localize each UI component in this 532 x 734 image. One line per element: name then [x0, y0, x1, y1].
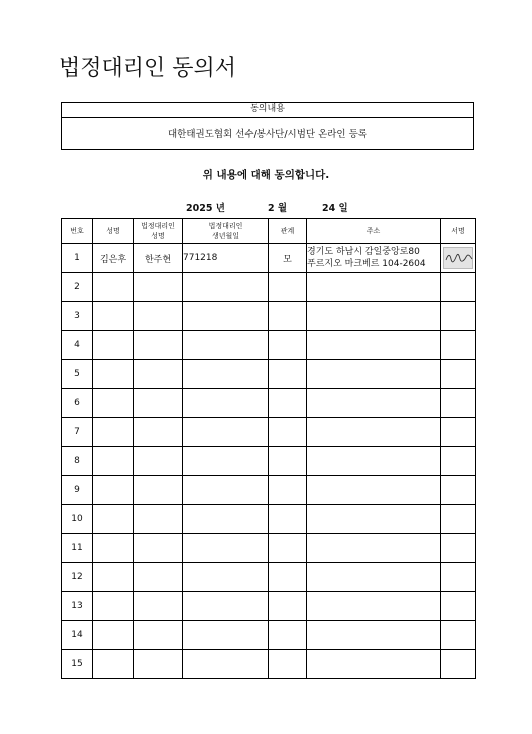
- relation-cell[interactable]: [269, 273, 307, 302]
- guardian-name-cell[interactable]: [134, 447, 183, 476]
- guardian-birthdate-cell[interactable]: 771218: [183, 244, 269, 273]
- guardian-birthdate-cell[interactable]: [183, 563, 269, 592]
- table-row: [62, 592, 476, 621]
- signature-cell[interactable]: [441, 302, 476, 331]
- guardian-name-cell[interactable]: [134, 505, 183, 534]
- table-row: [62, 621, 476, 650]
- relation-cell[interactable]: [269, 476, 307, 505]
- agreement-statement: 위 내용에 대해 동의합니다.: [202, 169, 330, 181]
- student-name-cell[interactable]: [93, 331, 134, 360]
- student-name-cell[interactable]: [93, 389, 134, 418]
- date-year: 2025 년: [186, 203, 225, 214]
- guardian-birthdate-cell[interactable]: [183, 389, 269, 418]
- guardian-name-cell[interactable]: [134, 621, 183, 650]
- row-number: 1: [62, 244, 93, 273]
- guardian-birthdate-cell[interactable]: [183, 360, 269, 389]
- row-number: 4: [62, 331, 93, 360]
- col-header-guardian-name-line1: 법정대리인: [141, 222, 175, 230]
- signature-cell[interactable]: [441, 389, 476, 418]
- col-header-name: 성명: [93, 219, 134, 244]
- guardian-birthdate-cell[interactable]: [183, 302, 269, 331]
- relation-cell[interactable]: [269, 534, 307, 563]
- guardian-birthdate-cell[interactable]: [183, 621, 269, 650]
- table-row: [62, 447, 476, 476]
- relation-cell[interactable]: [269, 621, 307, 650]
- student-name-cell[interactable]: [93, 505, 134, 534]
- guardian-name-cell[interactable]: [134, 563, 183, 592]
- col-header-guardian-name-line2: 성명: [151, 232, 165, 240]
- guardian-name-cell[interactable]: [134, 273, 183, 302]
- address-cell[interactable]: [307, 302, 441, 331]
- guardian-birthdate-cell[interactable]: [183, 592, 269, 621]
- table-row: [62, 331, 476, 360]
- consent-box: [61, 102, 474, 150]
- address-line2: 푸르지오 마크베르 104-2604: [307, 259, 426, 269]
- address-cell[interactable]: [307, 505, 441, 534]
- signature-cell[interactable]: [441, 360, 476, 389]
- guardian-birthdate-cell[interactable]: [183, 331, 269, 360]
- row-number: 7: [62, 418, 93, 447]
- signature-cell[interactable]: [441, 563, 476, 592]
- relation-cell[interactable]: [269, 563, 307, 592]
- row-number: 13: [62, 592, 93, 621]
- signature-scribble-icon: [445, 252, 473, 264]
- student-name-cell[interactable]: [93, 592, 134, 621]
- student-name-cell[interactable]: [93, 476, 134, 505]
- consent-content: 대한태권도협회 선수/봉사단/시범단 온라인 등록: [167, 129, 367, 140]
- row-number: 8: [62, 447, 93, 476]
- address-cell[interactable]: [307, 244, 441, 273]
- address-cell[interactable]: [307, 331, 441, 360]
- table-row: [62, 563, 476, 592]
- guardian-birthdate-cell[interactable]: [183, 505, 269, 534]
- relation-cell[interactable]: [269, 447, 307, 476]
- col-header-no: 번호: [62, 219, 93, 244]
- date-month: 2 월: [268, 203, 288, 214]
- table-row: [62, 273, 476, 302]
- relation-cell[interactable]: [269, 302, 307, 331]
- relation-cell[interactable]: [269, 389, 307, 418]
- table-row: [62, 360, 476, 389]
- guardian-name-cell[interactable]: [134, 418, 183, 447]
- signature-cell[interactable]: [441, 505, 476, 534]
- table-row: [62, 534, 476, 563]
- student-name-cell[interactable]: [93, 302, 134, 331]
- address-cell[interactable]: [307, 360, 441, 389]
- address-cell[interactable]: [307, 418, 441, 447]
- signature-cell[interactable]: [441, 621, 476, 650]
- table-row: [62, 418, 476, 447]
- student-name-cell[interactable]: 김은후: [93, 244, 134, 273]
- signature-cell[interactable]: [441, 331, 476, 360]
- consent-header: 동의내용: [62, 103, 473, 118]
- relation-cell[interactable]: [269, 360, 307, 389]
- signature-cell[interactable]: [441, 650, 476, 679]
- address-line1: 경기도 하남시 감일중앙로80: [307, 247, 420, 257]
- relation-cell[interactable]: [269, 331, 307, 360]
- student-name-cell[interactable]: [93, 418, 134, 447]
- table-row: [62, 505, 476, 534]
- guardian-name-cell[interactable]: 한주현: [134, 244, 183, 273]
- guardian-birthdate-cell[interactable]: [183, 418, 269, 447]
- row-number: 6: [62, 389, 93, 418]
- row-number: 11: [62, 534, 93, 563]
- address-cell[interactable]: [307, 650, 441, 679]
- row-number: 2: [62, 273, 93, 302]
- address-cell[interactable]: [307, 621, 441, 650]
- relation-cell[interactable]: [269, 592, 307, 621]
- guardian-name-cell[interactable]: [134, 360, 183, 389]
- col-header-relation: 관계: [269, 219, 307, 244]
- table-row: [62, 302, 476, 331]
- guardian-name-cell[interactable]: [134, 302, 183, 331]
- table-row: [62, 476, 476, 505]
- row-number: 15: [62, 650, 93, 679]
- guardian-birthdate-cell[interactable]: [183, 650, 269, 679]
- row-number: 5: [62, 360, 93, 389]
- signature-image: [443, 247, 473, 269]
- row-number: 12: [62, 563, 93, 592]
- student-name-cell[interactable]: [93, 360, 134, 389]
- signature-table: [61, 218, 476, 679]
- relation-cell[interactable]: [269, 650, 307, 679]
- row-number: 9: [62, 476, 93, 505]
- relation-cell[interactable]: [269, 505, 307, 534]
- signature-cell[interactable]: [441, 592, 476, 621]
- col-header-guardian-birth-line2: 생년월일: [211, 232, 240, 240]
- signature-cell[interactable]: [441, 273, 476, 302]
- row-number: 14: [62, 621, 93, 650]
- student-name-cell[interactable]: [93, 621, 134, 650]
- table-header-row: [62, 219, 476, 244]
- signature-cell[interactable]: [441, 244, 476, 273]
- signature-cell[interactable]: [441, 476, 476, 505]
- signature-cell[interactable]: [441, 447, 476, 476]
- guardian-name-cell[interactable]: [134, 331, 183, 360]
- guardian-birthdate-cell[interactable]: [183, 476, 269, 505]
- student-name-cell[interactable]: [93, 447, 134, 476]
- relation-cell[interactable]: [269, 418, 307, 447]
- col-header-guardian-birth-line1: 법정대리인: [208, 222, 243, 230]
- table-row: [62, 650, 476, 679]
- guardian-name-cell[interactable]: [134, 476, 183, 505]
- col-header-guardian-name: [134, 219, 183, 244]
- student-name-cell[interactable]: [93, 563, 134, 592]
- address-cell[interactable]: [307, 592, 441, 621]
- col-header-signature: 서명: [441, 219, 476, 244]
- student-name-cell[interactable]: [93, 650, 134, 679]
- guardian-name-cell[interactable]: [134, 389, 183, 418]
- guardian-birthdate-cell[interactable]: [183, 273, 269, 302]
- guardian-name-cell[interactable]: [134, 534, 183, 563]
- row-number: 3: [62, 302, 93, 331]
- address-cell[interactable]: [307, 476, 441, 505]
- address-cell[interactable]: [307, 563, 441, 592]
- table-row: [62, 389, 476, 418]
- student-name-cell[interactable]: [93, 534, 134, 563]
- table-row: [62, 244, 476, 273]
- guardian-birthdate-cell[interactable]: [183, 534, 269, 563]
- address-cell[interactable]: [307, 534, 441, 563]
- relation-cell[interactable]: 모: [269, 244, 307, 273]
- page-title: 법정대리인 동의서: [59, 56, 237, 81]
- student-name-cell[interactable]: [93, 273, 134, 302]
- address-cell[interactable]: [307, 447, 441, 476]
- signature-cell[interactable]: [441, 534, 476, 563]
- col-header-guardian-birth: [183, 219, 269, 244]
- date-day: 24 일: [322, 203, 348, 214]
- col-header-address: 주소: [307, 219, 441, 244]
- row-number: 10: [62, 505, 93, 534]
- address-cell[interactable]: [307, 273, 441, 302]
- guardian-birthdate-cell[interactable]: [183, 447, 269, 476]
- guardian-name-cell[interactable]: [134, 592, 183, 621]
- address-cell[interactable]: [307, 389, 441, 418]
- guardian-name-cell[interactable]: [134, 650, 183, 679]
- signature-cell[interactable]: [441, 418, 476, 447]
